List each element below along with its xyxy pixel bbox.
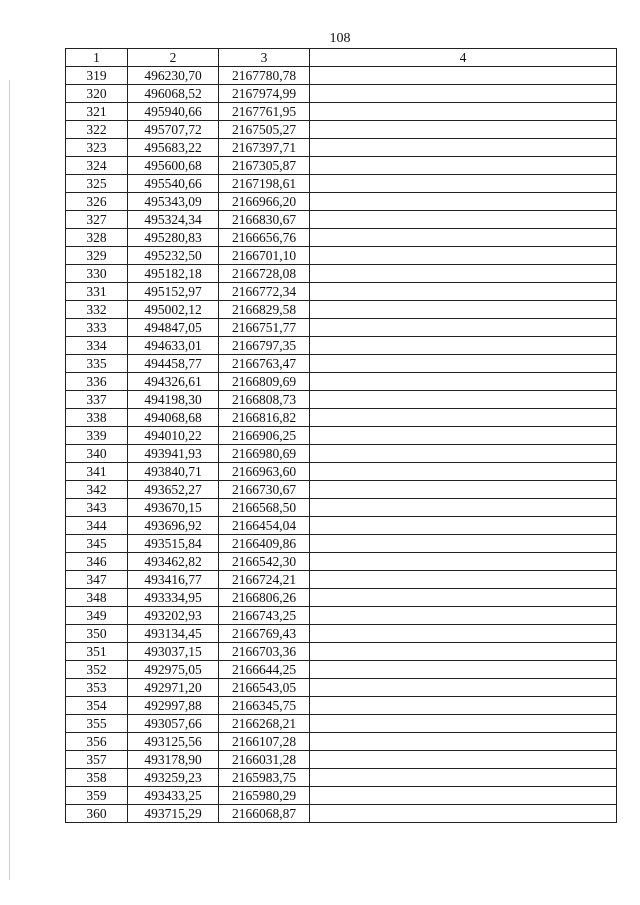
y-coordinate-cell: 2166743,25 [219,607,310,625]
point-number-cell: 346 [66,553,128,571]
page-number: 108 [329,31,351,46]
table-row [66,769,617,787]
point-number-cell: 350 [66,625,128,643]
table-row [66,463,617,481]
x-coordinate-cell: 493125,56 [128,733,219,751]
note-cell [310,229,617,247]
point-number-cell: 355 [66,715,128,733]
x-coordinate-cell: 493134,45 [128,625,219,643]
point-number-cell: 323 [66,139,128,157]
point-number-cell: 320 [66,85,128,103]
page-margin-line [9,80,10,880]
note-cell [310,337,617,355]
point-number-cell: 321 [66,103,128,121]
table-row [66,103,617,121]
table-row [66,517,617,535]
x-coordinate-cell: 494010,22 [128,427,219,445]
note-cell [310,661,617,679]
point-number-cell: 358 [66,769,128,787]
point-number-cell: 356 [66,733,128,751]
x-coordinate-cell: 495940,66 [128,103,219,121]
table-row [66,373,617,391]
table-row [66,211,617,229]
note-cell [310,391,617,409]
table-row [66,571,617,589]
x-coordinate-cell: 494847,05 [128,319,219,337]
note-cell [310,463,617,481]
table-row [66,715,617,733]
y-coordinate-cell: 2166797,35 [219,337,310,355]
x-coordinate-cell: 493515,84 [128,535,219,553]
point-number-cell: 327 [66,211,128,229]
note-cell [310,535,617,553]
point-number-cell: 325 [66,175,128,193]
note-cell [310,715,617,733]
y-coordinate-cell: 2166966,20 [219,193,310,211]
table-row [66,355,617,373]
x-coordinate-cell: 493202,93 [128,607,219,625]
table-row [66,229,617,247]
x-coordinate-cell: 495002,12 [128,301,219,319]
column-header-4: 4 [310,49,617,67]
note-cell [310,517,617,535]
x-coordinate-cell: 494326,61 [128,373,219,391]
table-row [66,283,617,301]
y-coordinate-cell: 2167761,95 [219,103,310,121]
note-cell [310,607,617,625]
table-row [66,193,617,211]
table-row [66,553,617,571]
x-coordinate-cell: 495707,72 [128,121,219,139]
note-cell [310,67,617,85]
x-coordinate-cell: 495152,97 [128,283,219,301]
table-row [66,247,617,265]
x-coordinate-cell: 494068,68 [128,409,219,427]
x-coordinate-cell: 492971,20 [128,679,219,697]
note-cell [310,265,617,283]
point-number-cell: 349 [66,607,128,625]
x-coordinate-cell: 493670,15 [128,499,219,517]
y-coordinate-cell: 2166656,76 [219,229,310,247]
table-row [66,85,617,103]
table-row [66,175,617,193]
x-coordinate-cell: 492997,88 [128,697,219,715]
table-row [66,535,617,553]
x-coordinate-cell: 493057,66 [128,715,219,733]
point-number-cell: 354 [66,697,128,715]
y-coordinate-cell: 2166728,08 [219,265,310,283]
x-coordinate-cell: 495324,34 [128,211,219,229]
y-coordinate-cell: 2166963,60 [219,463,310,481]
table-row [66,319,617,337]
y-coordinate-cell: 2166701,10 [219,247,310,265]
table-body [66,67,617,823]
x-coordinate-cell: 494198,30 [128,391,219,409]
y-coordinate-cell: 2166808,73 [219,391,310,409]
y-coordinate-cell: 2167305,87 [219,157,310,175]
y-coordinate-cell: 2166724,21 [219,571,310,589]
point-number-cell: 333 [66,319,128,337]
x-coordinate-cell: 493334,95 [128,589,219,607]
x-coordinate-cell: 495280,83 [128,229,219,247]
y-coordinate-cell: 2166068,87 [219,805,310,823]
note-cell [310,193,617,211]
x-coordinate-cell: 495343,09 [128,193,219,211]
y-coordinate-cell: 2166816,82 [219,409,310,427]
note-cell [310,175,617,193]
table-row [66,481,617,499]
point-number-cell: 341 [66,463,128,481]
coordinates-table [65,48,617,823]
table-row [66,157,617,175]
point-number-cell: 324 [66,157,128,175]
y-coordinate-cell: 2167198,61 [219,175,310,193]
y-coordinate-cell: 2166980,69 [219,445,310,463]
note-cell [310,445,617,463]
point-number-cell: 340 [66,445,128,463]
table-row [66,301,617,319]
note-cell [310,85,617,103]
note-cell [310,589,617,607]
table-row [66,751,617,769]
y-coordinate-cell: 2166543,05 [219,679,310,697]
y-coordinate-cell: 2166542,30 [219,553,310,571]
x-coordinate-cell: 493433,25 [128,787,219,805]
note-cell [310,769,617,787]
table-row [66,139,617,157]
note-cell [310,571,617,589]
note-cell [310,805,617,823]
y-coordinate-cell: 2166763,47 [219,355,310,373]
point-number-cell: 332 [66,301,128,319]
point-number-cell: 360 [66,805,128,823]
point-number-cell: 335 [66,355,128,373]
y-coordinate-cell: 2166769,43 [219,625,310,643]
point-number-cell: 345 [66,535,128,553]
note-cell [310,679,617,697]
table-row [66,733,617,751]
table-row [66,427,617,445]
x-coordinate-cell: 496230,70 [128,67,219,85]
y-coordinate-cell: 2166806,26 [219,589,310,607]
point-number-cell: 338 [66,409,128,427]
note-cell [310,103,617,121]
note-cell [310,733,617,751]
x-coordinate-cell: 496068,52 [128,85,219,103]
table-row [66,265,617,283]
x-coordinate-cell: 493178,90 [128,751,219,769]
y-coordinate-cell: 2166906,25 [219,427,310,445]
note-cell [310,553,617,571]
x-coordinate-cell: 493037,15 [128,643,219,661]
table-row [66,67,617,85]
point-number-cell: 357 [66,751,128,769]
note-cell [310,283,617,301]
y-coordinate-cell: 2166345,75 [219,697,310,715]
point-number-cell: 353 [66,679,128,697]
point-number-cell: 337 [66,391,128,409]
x-coordinate-cell: 495540,66 [128,175,219,193]
x-coordinate-cell: 492975,05 [128,661,219,679]
note-cell [310,481,617,499]
point-number-cell: 347 [66,571,128,589]
table-row [66,679,617,697]
y-coordinate-cell: 2166829,58 [219,301,310,319]
table-row [66,643,617,661]
y-coordinate-cell: 2166830,67 [219,211,310,229]
y-coordinate-cell: 2166809,69 [219,373,310,391]
point-number-cell: 343 [66,499,128,517]
note-cell [310,787,617,805]
table-header-row [66,49,617,67]
x-coordinate-cell: 493462,82 [128,553,219,571]
table-row [66,589,617,607]
column-header-2: 2 [128,49,219,67]
y-coordinate-cell: 2166703,36 [219,643,310,661]
note-cell [310,409,617,427]
note-cell [310,157,617,175]
y-coordinate-cell: 2166268,21 [219,715,310,733]
x-coordinate-cell: 495600,68 [128,157,219,175]
note-cell [310,373,617,391]
y-coordinate-cell: 2166751,77 [219,319,310,337]
point-number-cell: 330 [66,265,128,283]
note-cell [310,319,617,337]
note-cell [310,139,617,157]
note-cell [310,247,617,265]
note-cell [310,211,617,229]
table-row [66,121,617,139]
point-number-cell: 359 [66,787,128,805]
x-coordinate-cell: 493696,92 [128,517,219,535]
y-coordinate-cell: 2167780,78 [219,67,310,85]
x-coordinate-cell: 493840,71 [128,463,219,481]
y-coordinate-cell: 2166031,28 [219,751,310,769]
point-number-cell: 322 [66,121,128,139]
point-number-cell: 331 [66,283,128,301]
y-coordinate-cell: 2166107,28 [219,733,310,751]
point-number-cell: 334 [66,337,128,355]
note-cell [310,697,617,715]
y-coordinate-cell: 2166568,50 [219,499,310,517]
x-coordinate-cell: 493715,29 [128,805,219,823]
column-header-1: 1 [66,49,128,67]
y-coordinate-cell: 2166730,67 [219,481,310,499]
y-coordinate-cell: 2166409,86 [219,535,310,553]
note-cell [310,751,617,769]
point-number-cell: 336 [66,373,128,391]
point-number-cell: 326 [66,193,128,211]
point-number-cell: 348 [66,589,128,607]
point-number-cell: 319 [66,67,128,85]
table-row [66,499,617,517]
table-row [66,337,617,355]
table-row [66,445,617,463]
table-row [66,391,617,409]
note-cell [310,301,617,319]
table-row [66,607,617,625]
note-cell [310,355,617,373]
table-row [66,787,617,805]
table-row [66,409,617,427]
point-number-cell: 329 [66,247,128,265]
table-row [66,805,617,823]
point-number-cell: 328 [66,229,128,247]
table-row [66,697,617,715]
note-cell [310,121,617,139]
y-coordinate-cell: 2167974,99 [219,85,310,103]
note-cell [310,625,617,643]
table-row [66,661,617,679]
x-coordinate-cell: 493652,27 [128,481,219,499]
x-coordinate-cell: 495182,18 [128,265,219,283]
y-coordinate-cell: 2165980,29 [219,787,310,805]
note-cell [310,427,617,445]
point-number-cell: 344 [66,517,128,535]
y-coordinate-cell: 2167397,71 [219,139,310,157]
x-coordinate-cell: 495232,50 [128,247,219,265]
point-number-cell: 342 [66,481,128,499]
y-coordinate-cell: 2166454,04 [219,517,310,535]
y-coordinate-cell: 2166772,34 [219,283,310,301]
point-number-cell: 351 [66,643,128,661]
x-coordinate-cell: 494458,77 [128,355,219,373]
point-number-cell: 339 [66,427,128,445]
table-row [66,625,617,643]
x-coordinate-cell: 493416,77 [128,571,219,589]
x-coordinate-cell: 493259,23 [128,769,219,787]
x-coordinate-cell: 495683,22 [128,139,219,157]
note-cell [310,643,617,661]
x-coordinate-cell: 494633,01 [128,337,219,355]
point-number-cell: 352 [66,661,128,679]
x-coordinate-cell: 493941,93 [128,445,219,463]
y-coordinate-cell: 2167505,27 [219,121,310,139]
note-cell [310,499,617,517]
y-coordinate-cell: 2165983,75 [219,769,310,787]
column-header-3: 3 [219,49,310,67]
y-coordinate-cell: 2166644,25 [219,661,310,679]
